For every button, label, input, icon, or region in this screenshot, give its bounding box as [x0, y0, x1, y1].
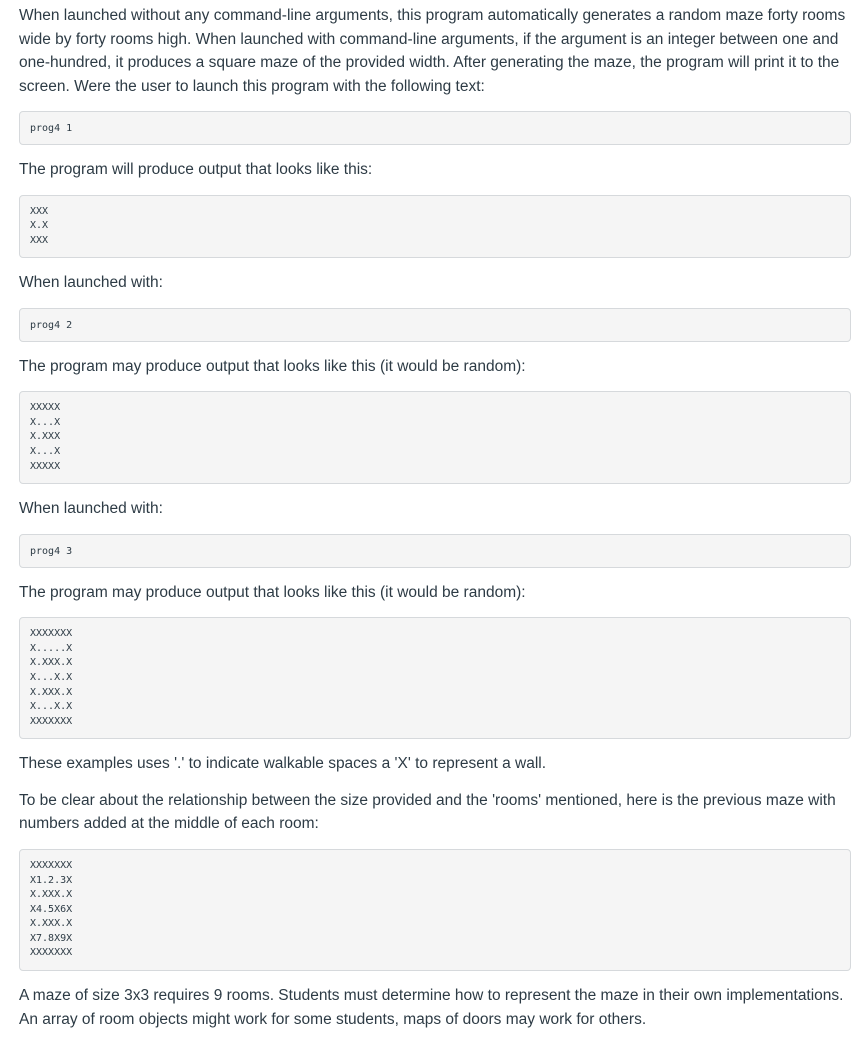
rooms-clarification-paragraph: To be clear about the relationship between the size provided and the 'rooms' mentioned, here is the previous maze with numbers added at the middle of each room: — [19, 791, 836, 833]
maze-output-2: XXXXX X...X X.XXX X...X XXXXX — [19, 391, 851, 484]
output-description-2: The program may produce output that looks like this (it would be random): — [19, 357, 526, 375]
legend-paragraph: These examples uses '.' to indicate walkable spaces a 'X' to represent a wall. — [19, 755, 547, 773]
command-example-1: prog4 1 — [19, 111, 851, 145]
launch-text-2: When launched with: — [19, 274, 163, 292]
maze-output-numbered: XXXXXXX X1.2.3X X.XXX.X X4.5X6X X.XXX.X X7.8X9X XXXXXXX — [19, 849, 851, 971]
final-paragraph: A maze of size 3x3 requires 9 rooms. Students must determine how to represent the maze in their own implementations. An array of room objects might work for some students, maps of doors may work for others. — [19, 987, 844, 1028]
assignment-content — [19, 4, 851, 1044]
command-example-3: prog4 3 — [19, 534, 851, 568]
maze-output-3: XXXXXXX X.....X X.XXX.X X...X.X X.XXX.X X...X.X XXXXXXX — [19, 617, 851, 739]
launch-text-3: When launched with: — [19, 500, 163, 518]
maze-output-1: XXX X.X XXX — [19, 195, 851, 259]
output-description-1: The program will produce output that looks like this: — [19, 161, 373, 178]
output-description-3: The program may produce output that looks like this (it would be random): — [19, 583, 526, 601]
command-example-2: prog4 2 — [19, 308, 851, 342]
intro-paragraph: When launched without any command-line arguments, this program automatically generates a random maze forty rooms wide by forty rooms high. When launched with command-line arguments, if the argument is an integer between one and one-hundred, it produces a square maze of the provided width. After generating the maze, the program will print it to the screen. Were the user to launch this program with the following text: — [19, 7, 846, 95]
